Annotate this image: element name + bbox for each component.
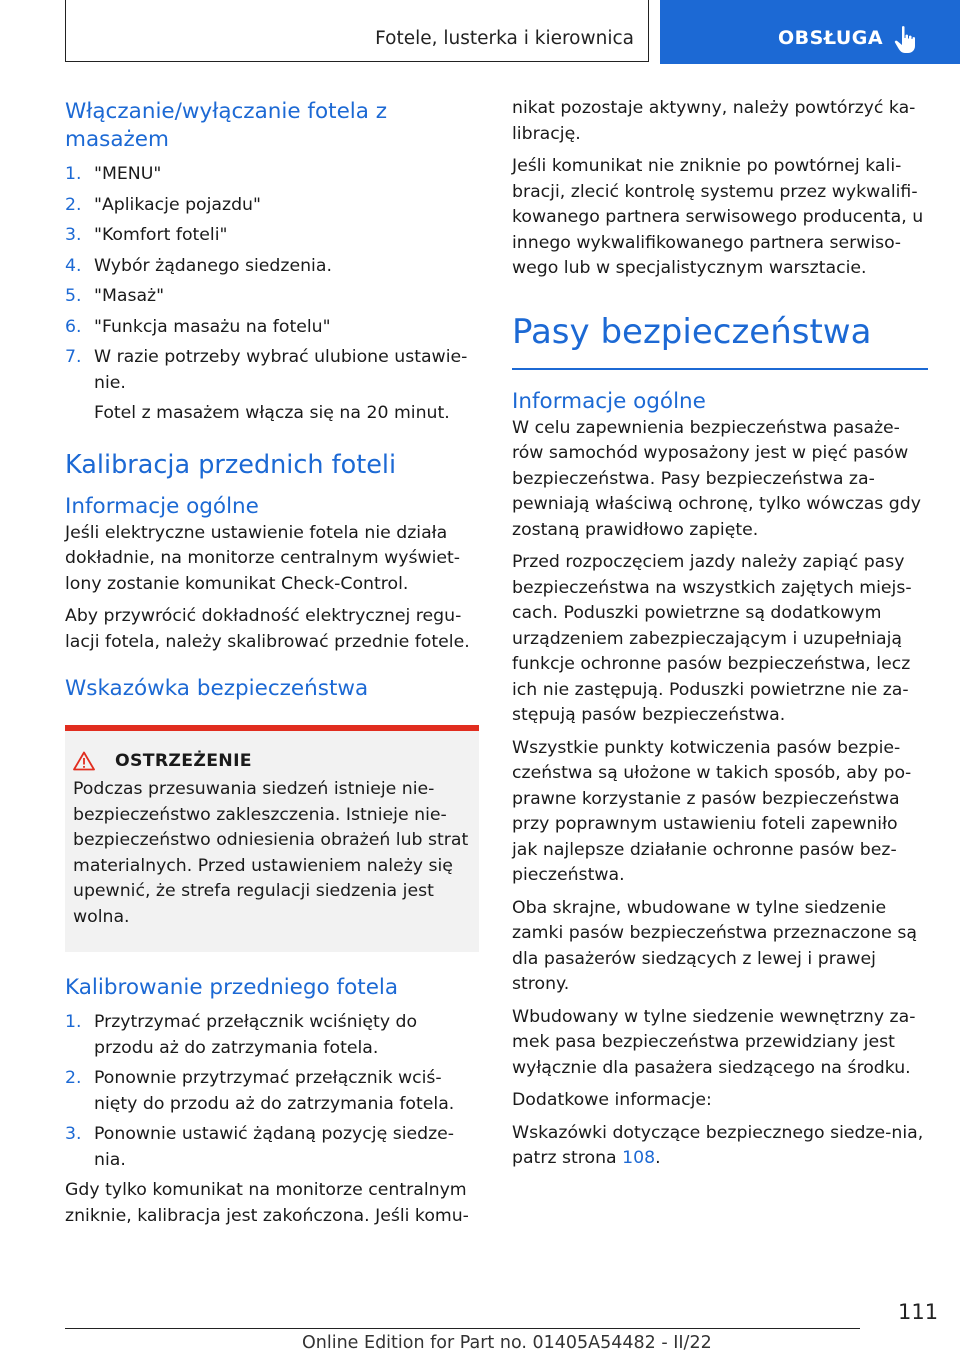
- massage-note: Fotel z masażem włącza się na 20 minut.: [94, 403, 450, 423]
- massage-heading: Włączanie/wyłączanie fotela z masażem: [65, 99, 388, 152]
- massage-steps: [65, 162, 479, 396]
- belts-paragraph-6: Dodatkowe informacje:: [512, 1090, 712, 1110]
- belts-heading: Pasy bezpieczeństwa: [512, 311, 872, 352]
- belts-paragraph-7: Wskazówki dotyczące bezpiecznego siedze‐nia, patrz strona 108.: [512, 1122, 924, 1168]
- footer-divider: [65, 1328, 860, 1329]
- left-column: [65, 98, 479, 1229]
- list-item: 6. "Funkcja masażu na fotelu": [65, 316, 331, 337]
- chapter-tab[interactable]: [660, 0, 960, 64]
- page-number: 111: [898, 1300, 939, 1324]
- list-item: 3. Ponownie ustawić żądaną pozycję siedze‐nia.: [65, 1124, 455, 1170]
- calib-end-paragraph: Gdy tylko komunikat na monitorze centralnym zniknie, kalibracja jest zakończona. Jeśli komu‐: [65, 1180, 469, 1226]
- warning-title: OSTRZEŻENIE: [115, 751, 252, 771]
- pointing-hand-icon: [893, 25, 919, 55]
- list-item: 1. "MENU": [65, 164, 162, 184]
- warning-title-row: [73, 751, 471, 771]
- list-item: 2. Ponownie przytrzymać przełącznik wciś‐nięty do przodu aż do zatrzymania fotela.: [65, 1068, 455, 1114]
- heading-divider: [512, 368, 928, 370]
- list-item: 3. "Komfort foteli": [65, 225, 228, 245]
- page-reference-link[interactable]: 108: [622, 1148, 656, 1168]
- calib-steps: [65, 1010, 479, 1173]
- belts-paragraph-2: Przed rozpoczęciem jazdy należy zapiąć pasy bezpieczeństwa na wszystkich zajętych miejs‐cach. Poduszki powietrzne są dodatkowym urządzeniem zabezpieczającym i uzupełniają funkcje ochronne pasów bezpieczeństwa, lecz ich nie zastępują. Poduszki powietrzne nie za‐stępują pasów bezpieczeństwa.: [512, 552, 912, 725]
- right-column: [512, 96, 928, 1172]
- belts-paragraph-5: Wbudowany w tylne siedzenie wewnętrzny za‐mek pasa bezpieczeństwa przewidziany jest wyłącznie dla pasażera siedzącego na środku.: [512, 1006, 916, 1078]
- footer-edition: Online Edition for Part no. 01405A54482 - II/22: [302, 1333, 712, 1353]
- warning-triangle-icon: [73, 751, 95, 771]
- chapter-label: OBSŁUGA: [778, 27, 884, 49]
- warning-box: [65, 725, 479, 952]
- belts-general-heading: Informacje ogólne: [512, 388, 706, 414]
- belts-paragraph-1: W celu zapewnienia bezpieczeństwa pasaże‐rów samochód wyposażony jest w pięć pasów bezpieczeństwa. Pasy bezpieczeństwa za‐pewniają właściwą ochronę, tylko wówczas gdy zostaną prawidłowo zapięte.: [512, 417, 921, 540]
- list-item: 1. Przytrzymać przełącznik wciśnięty do przodu aż do zatrzymania fotela.: [65, 1012, 418, 1058]
- continued-paragraph-1: nikat pozostaje aktywny, należy powtórzyć ka‐librację.: [512, 98, 916, 144]
- general-paragraph-2: Aby przywrócić dokładność elektrycznej regu‐lacji fotela, należy skalibrować przednie fotele.: [65, 606, 470, 652]
- list-item: 4. Wybór żądanego siedzenia.: [65, 255, 332, 276]
- calibration-heading: Kalibracja przednich foteli: [65, 449, 397, 480]
- belts-paragraph-3: Wszystkie punkty kotwiczenia pasów bezpie‐czeństwa są ułożone w takich sposób, aby po‐prawne korzystanie z pasów bezpieczeństwa przy poprawnym ustawieniu foteli zapewniło jak najlepsze działanie ochronne pasów bez‐pieczeństwa.: [512, 737, 912, 885]
- section-title: Fotele, lusterka i kierownica: [375, 28, 634, 49]
- general-paragraph-1: Jeśli elektryczne ustawienie fotela nie działa dokładnie, na monitorze centralnym wyświet‐lony zostanie komunikat Check-Control.: [65, 522, 461, 594]
- belts-paragraph-4: Oba skrajne, wbudowane w tylne siedzenie zamki pasów bezpieczeństwa przeznaczone są dla pasażerów siedzących z lewej i prawej strony.: [512, 897, 917, 994]
- general-info-heading: Informacje ogólne: [65, 493, 259, 519]
- list-item: 5. "Masaż": [65, 286, 165, 306]
- warning-text: Podczas przesuwania siedzeń istnieje nie‐bezpieczeństwo zakleszczenia. Istnieje nie‐bezpieczeństwo odniesienia obrażeń lub strat materialnych. Przed ustawieniem należy się upewnić, że strefa regulacji siedzenia jest wolna.: [73, 779, 469, 927]
- calib-front-heading: Kalibrowanie przedniego fotela: [65, 975, 399, 1000]
- header-section-tab: [65, 0, 649, 62]
- list-item: 2. "Aplikacje pojazdu": [65, 194, 261, 215]
- list-item: 7. W razie potrzeby wybrać ulubione ustawie‐nie.: [65, 347, 468, 393]
- safety-heading: Wskazówka bezpieczeństwa: [65, 676, 369, 701]
- continued-paragraph-2: Jeśli komunikat nie zniknie po powtórnej kali‐bracji, zlecić kontrolę systemu przez wykwalifi‐kowanego partnera serwisowego producenta, u innego wykwalifikowanego partnera serwiso‐wego lub w specjalistycznym warsztacie.: [512, 156, 924, 278]
